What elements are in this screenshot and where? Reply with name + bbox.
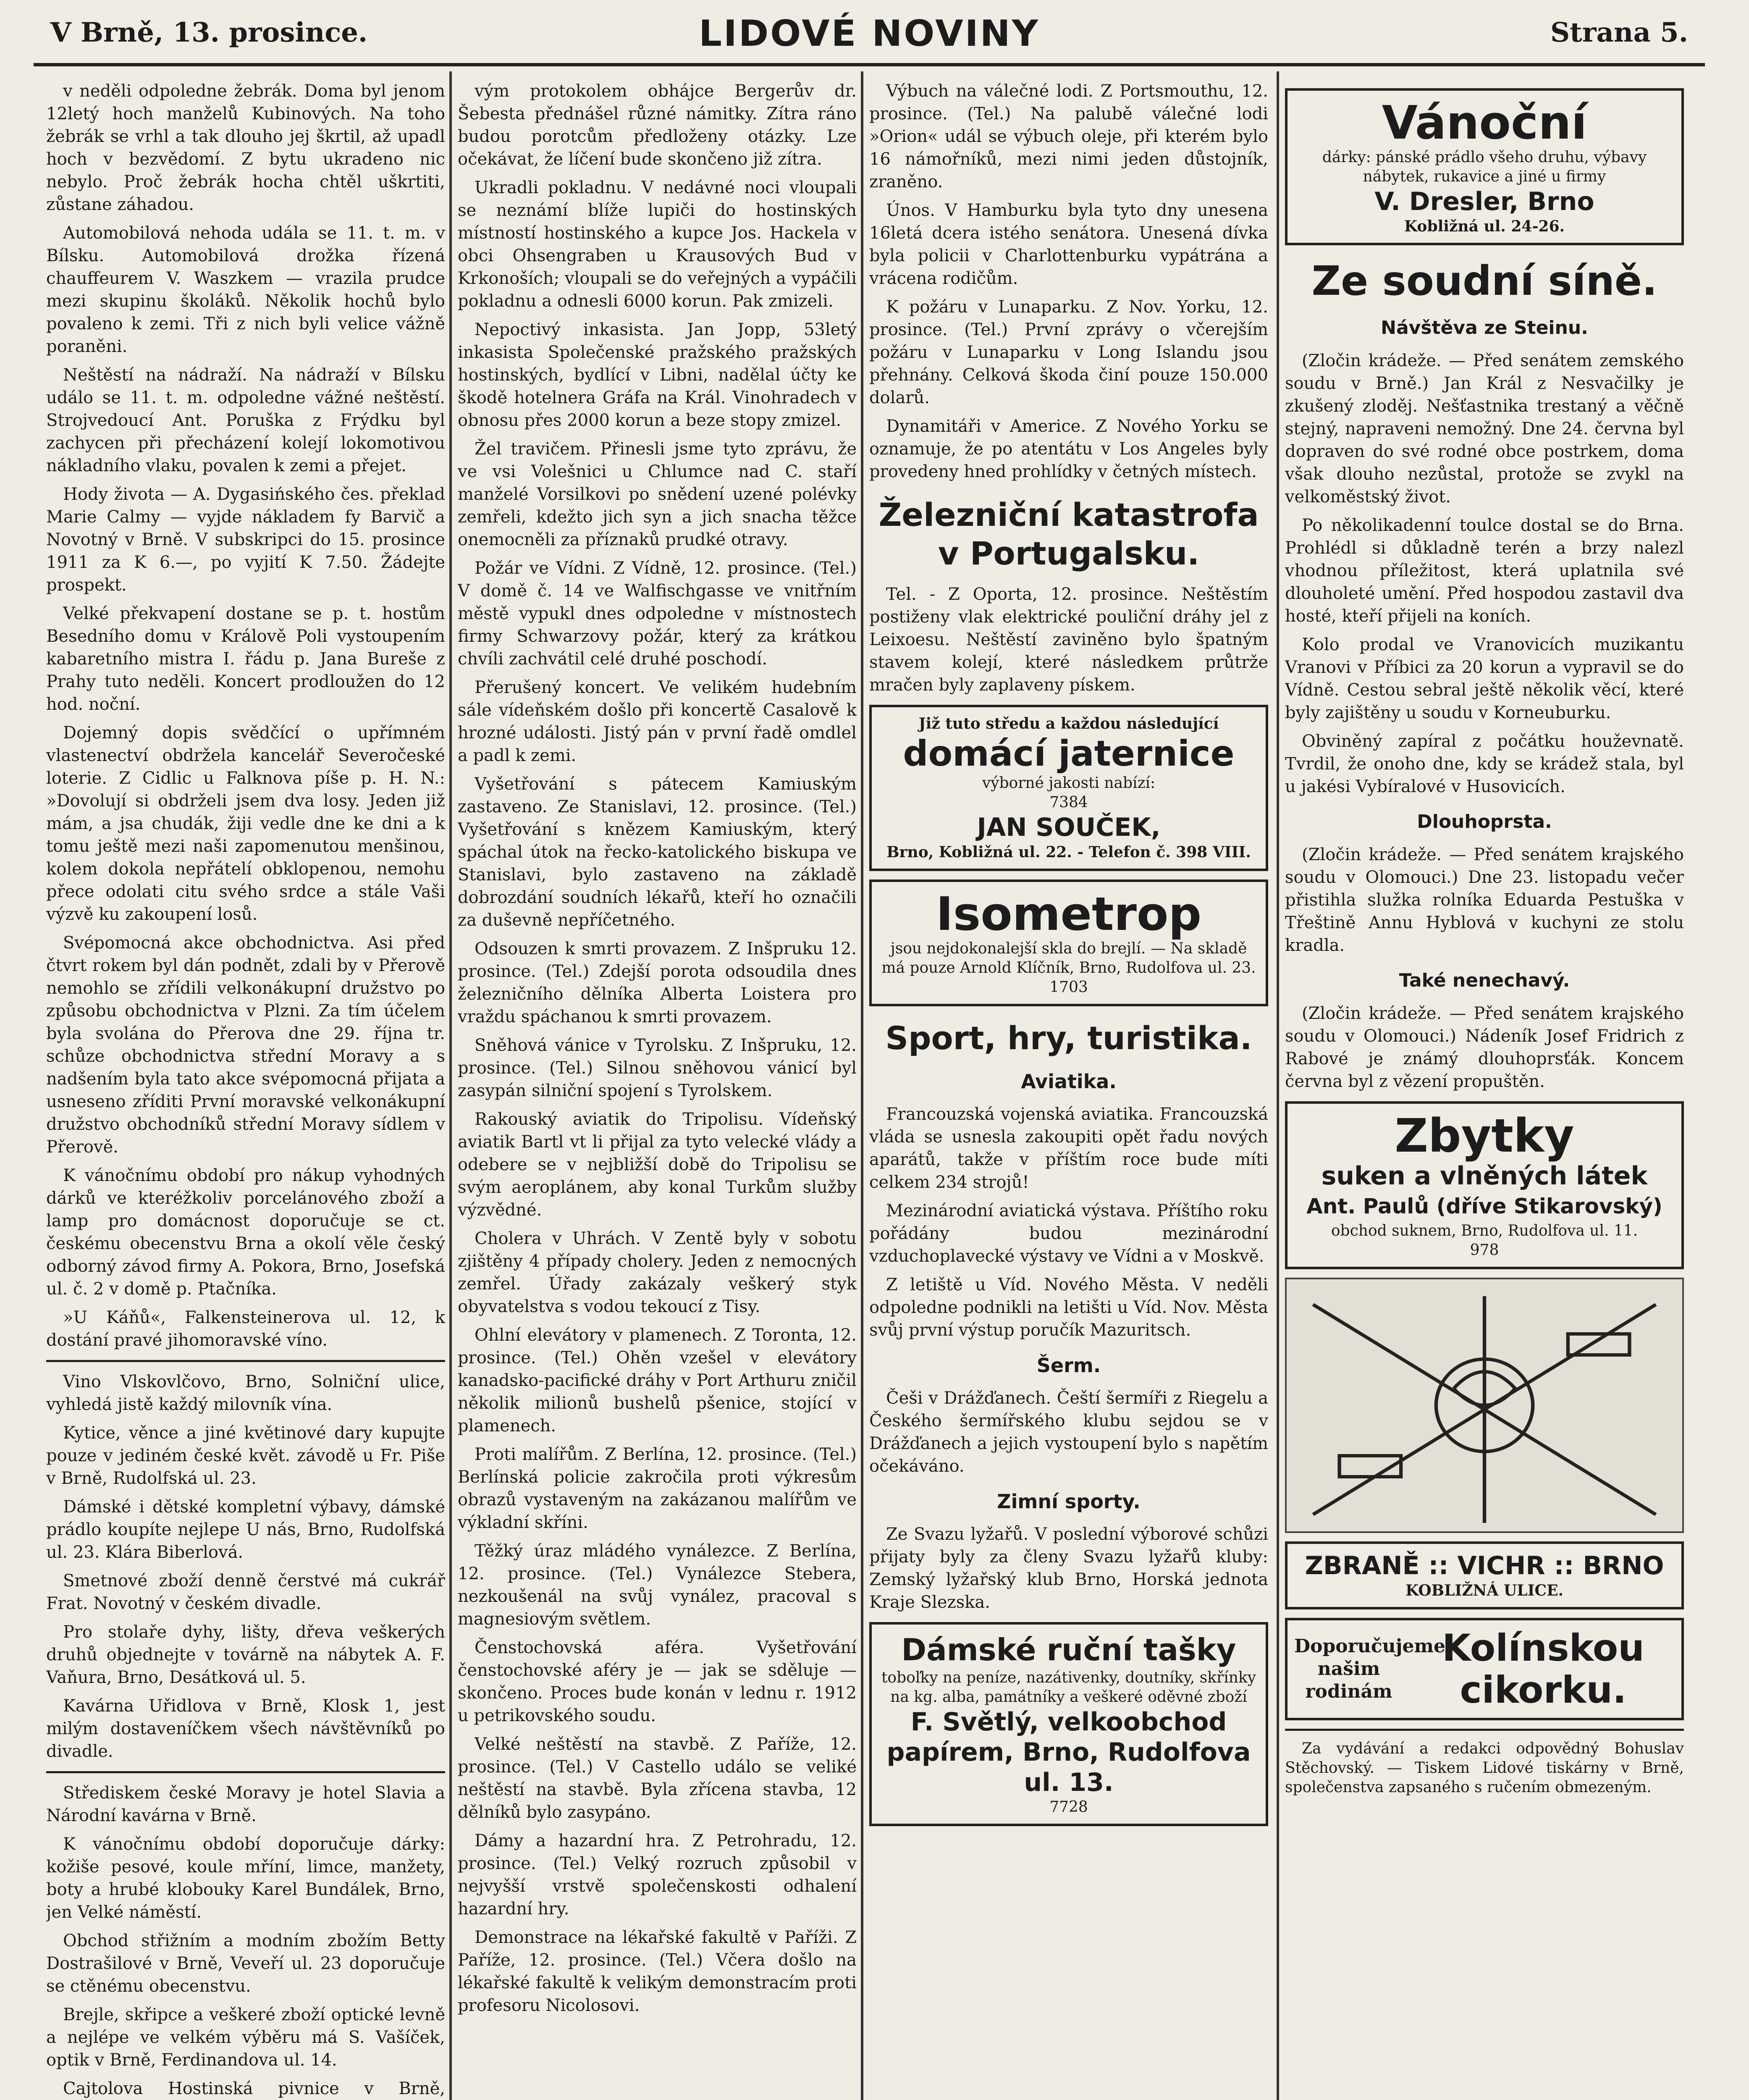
ad-firm: V. Dresler, Brno xyxy=(1374,187,1594,216)
article: Velké překvapení dostane se p. t. hostům Besedního domu v Králově Poli vystoupením kabaretního mistra I. řádu p. Jana Bureše z Prahy tuto neděli. Koncert prodloužen do 12 hod. noční. xyxy=(46,604,445,714)
issue-date: V Brně, 13. prosince. xyxy=(50,17,368,48)
classified-ad: Pro stolaře dyhy, lišty, dřeva veškerých druhů objednejte v továrně na nábytek A. F. Vaňura, Brno, Desátková ul. 5. xyxy=(46,1622,445,1687)
section-heading-court: Ze soudní síně. xyxy=(1311,257,1657,304)
masthead xyxy=(34,0,1705,66)
article: Čenstochovská aféra. Vyšetřování čenstochovské aféry je — jak se sděluje — skončeno. Proces bude konán v lednu r. 1912 u petrikovského soudu. xyxy=(458,1638,857,1725)
article: Svépomocná akce obchodnictva. Asi před čtvrt rokem byl dán podnět, zdali by v Přerově nemohlo se zřídili velkonákupní družstvo po způsobu obchodnictva v Plzni. Za tím účelem byla svolána do Přerova dne 29. října tr. schůze obchodnictva střední Moravy a s nadšením byla tato akce svépomocná přijata a usneseno zříditi První moravské velkonákupní družstvo obchodníků střední Moravy sídlem v Přerově. xyxy=(46,933,445,1157)
ad-code: 1703 xyxy=(1049,979,1088,996)
article: Ze Svazu lyžařů. V poslední výborové schůzi přijaty byly za členy Svazu lyžařů kluby: Zemský lyžařský klub Brno, Horská jednota Kraje Slezska. xyxy=(869,1525,1268,1612)
ad-headline: Isometrop xyxy=(936,887,1202,941)
divider xyxy=(46,1360,445,1362)
ad-headline: Vánoční xyxy=(1382,96,1587,150)
classified-ad: Dámské i dětské kompletní výbavy, dámské prádlo koupíte nejlepe U nás, Brno, Rudolfská ul. 23. Klára Biberlová. xyxy=(46,1497,445,1562)
column-3 xyxy=(869,80,1268,2100)
ad-firm: JAN SOUČEK, xyxy=(977,813,1161,842)
article: »U Káňů«, Falkensteinerova ul. 12, k dostání pravé jihomoravské víno. xyxy=(46,1308,445,1350)
column-divider xyxy=(861,71,863,2100)
article: Sněhová vánice v Tyrolsku. Z Inšpruku, 12. prosince. (Tel.) Silnou sněhovou vánicí byl zasypán silniční spojení s Tyrolskem. xyxy=(458,1036,857,1100)
article: Kolo prodal ve Vranovicích muzikantu Vranovi v Příbici za 20 korun a vypravil se do Vídně. Cestou sebral ještě několik věcí, které byly zajištěny u soudu v Korneuburku. xyxy=(1285,635,1684,722)
column-2 xyxy=(458,80,857,2100)
subheading: Šerm. xyxy=(1036,1354,1101,1377)
ad-address: Brno, Kobližná ul. 22. - Telefon č. 398 VIII. xyxy=(886,843,1251,861)
ad-tagline: Již tuto středu a každou následující xyxy=(918,715,1219,732)
article: v neděli odpoledne žebrák. Doma byl jenom 12letý hoch manželů Kubinových. Na toho žebrák se vrhl a tak dlouho jej škrtil, až upadl hoch v bezvědomí. Z bytu ukradeno nic nebylo. Proč žebrák hocha chtěl uškrtiti, zůstane záhadou. xyxy=(46,81,445,214)
article: Těžký úraz mládého vynálezce. Z Berlína, 12. prosince. (Tel.) Vynálezce Stebera, nezkoušenál na svůj vynález, pracoval s magnesiovým světlem. xyxy=(458,1541,857,1629)
ad-text: toboľky na peníze, nazátivenky, doutníky, skřínky na kg. alba, památníky a veškeré oděvné zboží xyxy=(881,1669,1256,1706)
article: Nepoctivý inkasista. Jan Jopp, 53letý inkasista Společenské pražského pražských hostinských, bydlící v Libni, nadělal účty ke škodě hotelnera Gráfa na Král. Vinohradech v obnosu přes 2000 korun a beze stopy zmizel. xyxy=(458,320,857,430)
ad-text: jsou nejdokonalejší skla do brejlí. — Na skladě má pouze Arnold Klíčník, Brno, Rudolfova ul. 23. xyxy=(881,940,1256,976)
article: Dynamitáři v Americe. Z Nového Yorku se oznamuje, že po atentátu v Los Angeles byly provedeny hned prohlídky v četných místech. xyxy=(869,417,1268,481)
article: Mezinárodní aviatická výstava. Příštího roku pořádány budou mezinárodní vzduchoplavecké výstavy ve Vídni a v Moskvě. xyxy=(869,1201,1268,1266)
subheading: Dlouhoprsta. xyxy=(1417,811,1552,832)
classified-ad: Obchod střižním a modním zbožím Betty Dostrašilové v Brně, Veveří ul. 23 doporučuje se ctěnému obecenstvu. xyxy=(46,1931,445,1996)
ad-address: KOBLIŽNÁ ULICE. xyxy=(1405,1582,1564,1599)
article: Dámy a hazardní hra. Z Petrohradu, 12. prosince. (Tel.) Velký rozruch způsobil v nejvyšší vrstvě společenskosti odhalení hazardní hry. xyxy=(458,1831,857,1919)
article: Cholera v Uhrách. V Zentě byly v sobotu zjištěny 4 případy cholery. Jeden z nemocných zemřel. Úřady zakázaly veškerý styk obyvatelstva s vodou tekoucí z Tisy. xyxy=(458,1229,857,1316)
column-divider xyxy=(449,71,452,2100)
article: Únos. V Hamburku byla tyto dny unesena 16letá dcera istého senátora. Unesená dívka byla policii v Charlottenburku vypátrána a vrácena rodičům. xyxy=(869,201,1268,288)
article: Vyšetřování s pátecem Kamiuským zastaveno. Ze Stanislavi, 12. prosince. (Tel.) Vyšetřování s knězem Kamiuským, který spáchal útok na řecko-katolického biskupa ve Stanislavi, bylo zastaveno na základě dobrozdání soudních lékařů, kteří ho označili za duševně nepříčetného. xyxy=(458,774,857,930)
ad-headline: Kolínskou cikorku. xyxy=(1442,1626,1644,1712)
section-heading-sport: Sport, hry, turistika. xyxy=(885,1019,1252,1057)
article: Výbuch na válečné lodi. Z Portsmouthu, 12. prosince. (Tel.) Na palubě válečné lodi »Orion« udál se výbuch oleje, při kterém bylo 16 námořníků, mezi nimi jeden důstojník, zraněno. xyxy=(869,81,1268,192)
column-divider xyxy=(1277,71,1279,2100)
article: K vánočnímu období pro nákup vyhodných dárků ve kteréžkoliv porcelánového zboží a lamp pro domácnost doporučuje se ct. českému obecenstvu Brna a okolí věle český odborný závod firmy A. Pokora, Brno, Josefská ul. č. 2 v domě p. Ptačníka. xyxy=(46,1166,445,1299)
zbytky-ad xyxy=(1285,1101,1684,1269)
weapons-illustration xyxy=(1285,1278,1684,1533)
headline-railway: Železniční katastrofa v Portugalsku. xyxy=(878,496,1259,572)
article: Demonstrace na lékařské fakultě v Paříži. Z Paříže, 12. prosince. (Tel.) Včera došlo na lékařské fakultě k velikým demonstracím proti profesoru Nicolosovi. xyxy=(458,1928,857,2015)
divider xyxy=(1285,1729,1684,1731)
ad-firm: F. Světlý, velkoobchod papírem, Brno, Rudolfova ul. 13. xyxy=(886,1707,1251,1797)
ad-tagline: Doporučujeme našim rodinám xyxy=(1294,1635,1446,1702)
article: Ukradli pokladnu. V nedávné noci vloupali se neznámí blíže lupiči do hostinských místností hostinského a kupce Jos. Hackela v obci Ohsengraben u Krausových Bud v Krkonoších; vloupali se do veřejných a vypáčili pokladnu a odnesli 6000 korun. Pak zmizeli. xyxy=(458,178,857,311)
subheading: Zimní sporty. xyxy=(997,1490,1141,1513)
subheading: Také nenechavý. xyxy=(1399,970,1570,991)
classified-ad: Střediskem české Moravy je hotel Slavia a Národní kavárna v Brně. xyxy=(46,1783,445,1825)
ad-address: obchod suknem, Brno, Rudolfova ul. 11. xyxy=(1331,1222,1638,1239)
article: Obviněný zapíral z počátku houževnatě. Tvrdil, že onoho dne, kdy se krádež stala, byl u jakési Vybíralové v Husovicích. xyxy=(1285,732,1684,796)
article: Automobilová nehoda udála se 11. t. m. v Bílsku. Automobilová drožka řízená chauffeurem V. Waszkem — vrazila prudce mezi skupinu školáků. Několik hochů bylo povaleno k zemi. Tři z nich byli velice vážně poraněni. xyxy=(46,223,445,356)
column-1 xyxy=(46,80,445,2100)
subheading: Návštěva ze Steinu. xyxy=(1381,317,1588,339)
article: Hody života — A. Dygasińského čes. překlad Marie Calmy — vyjde nákladem fy Barvič a Novotný v Brně. V subskripci do 15. prosince 1911 za K 6.—, po vyjití K 7.50. Žádejte prospekt. xyxy=(46,485,445,595)
zbrane-ad xyxy=(1285,1541,1684,1609)
subheading: Aviatika. xyxy=(1021,1070,1117,1093)
weapons-drawing xyxy=(1287,1279,1682,1531)
ad-address: Kobližná ul. 24-26. xyxy=(1404,218,1565,235)
article: K požáru v Lunaparku. Z Nov. Yorku, 12. prosince. (Tel.) První zprávy o včerejším požáru v Lunaparku v Long Islandu jsou přehnány. Celková škoda činí pouze 150.000 dolarů. xyxy=(869,297,1268,407)
article: Z letiště u Víd. Nového Města. V neděli odpoledne podnikli na letišti u Víd. Nov. Města svůj první výstup poručík Mazuritsch. xyxy=(869,1275,1268,1340)
ad-subline: výborné jakosti nabízí: xyxy=(982,774,1156,792)
classified-ad: Cajtolova Hostinská pivnice v Brně, xyxy=(63,2079,445,2098)
ad-firm: Ant. Paulů (dříve Stikarovský) xyxy=(1306,1194,1662,1218)
jaternice-ad xyxy=(869,705,1268,871)
article: Rakouský aviatik do Tripolisu. Vídeňský aviatik Bartl vt li přijal za tyto velecké vlády a odebere se v nejbližší době do Tripolisu se svým aeroplánem, aby konal Turkům služby výzvědné. xyxy=(458,1110,857,1220)
ad-headline: ZBRANĚ :: VICHR :: BRNO xyxy=(1305,1551,1664,1580)
article: Žel travičem. Přinesli jsme tyto zprávu, že ve vsi Volešnici u Chlumce nad C. staří manželé Vorsilkovi po snědení uzené polévky zemřeli, kdežto jich syn a jich snacha těžce onemocněli za příznaků prudké otravy. xyxy=(458,439,857,549)
ad-subheadline: suken a vlněných látek xyxy=(1321,1161,1648,1191)
classified-ad: Smetnové zboží denně čerstvé má cukrář Frat. Novotný v českém divadle. xyxy=(46,1571,445,1613)
article: Dojemný dopis svědčící o upřímném vlastenectví obdržela kancelář Severočeské loterie. Z Cidlic u Falknova píše p. H. N.: »Dovolují si obdrželi jsem dva losy. Jeden již mám, a jsa chudák, žiji vedle dne ke dni a k tomu ještě mezi naši zapomenutou menšinou, kolem dokola nepřátelí obklopenou, nemohu přece odolati citu svého srdce a stále Vaši výzvě ku zakoupení losů. xyxy=(46,723,445,924)
article: vým protokolem obhájce Bergerův dr. Šebesta přednášel různé námitky. Zítra ráno budou porotcům předloženy otázky. Lze očekávat, že líčení bude skončeno již zítra. xyxy=(458,81,857,169)
ad-code: 978 xyxy=(1470,1242,1499,1259)
article: Francouzská vojenská aviatika. Francouzská vláda se usnesla zakoupiti opět řadu nových aparátů, takže v příštím roce bude míti celkem 234 strojů! xyxy=(869,1105,1268,1192)
ad-text: dárky: pánské prádlo všeho druhu, výbavy nábytek, rukavice a jiné u firmy xyxy=(1322,149,1647,185)
page-number: Strana 5. xyxy=(1550,17,1688,48)
article: Češi v Drážďanech. Čeští šermíři z Riegelu a Českého šermířského klubu sejdou se v Drážďanech a jejich vystoupení bylo s napětím očekáváno. xyxy=(869,1389,1268,1476)
ad-code: 7728 xyxy=(1049,1798,1088,1816)
classified-ad: Kytice, věnce a jiné květinové dary kupujte pouze v jediném české květ. závodě u Fr. Piše v Brně, Rudolfská ul. 23. xyxy=(46,1423,445,1488)
divider xyxy=(46,1771,445,1773)
isometrop-ad xyxy=(869,879,1268,1006)
article: (Zločin krádeže. — Před senátem krajského soudu v Olomouci.) Nádeník Josef Fridrich z Rabové je známý dlouhoprsťák. Koncem června byl z vězení propuštěn. xyxy=(1285,1004,1684,1091)
ad-headline: Zbytky xyxy=(1395,1109,1574,1163)
article: (Zločin krádeže. — Před senátem zemského soudu v Brně.) Jan Král z Nesvačilky je zkušený zloděj. Nešťastnika trestaný a věčně stejný, napraveni nemožný. Dne 24. června byl dopraven do své rodné obce postrkem, doma však dlouho nezůstal, protože se zvykl na velkoměstský život. xyxy=(1285,351,1684,507)
imprint: Za vydávání a redakci odpovědný Bohuslav Stěchovský. — Tiskem Lidové tiskárny v Brně, společenstva zapsaného s ručením obmezeným. xyxy=(1285,1740,1684,1796)
classified-ad: Vino Vlskovlčovo, Brno, Solniční ulice, vyhledá jistě každý milovník vína. xyxy=(46,1372,445,1414)
vanocni-ad xyxy=(1285,88,1684,245)
article: Přerušený koncert. Ve velikém hudebním sále vídeňském došlo při koncertě Casalově k hrozné události. Jistý pán v první řadě omdlel a padl k zemi. xyxy=(458,678,857,765)
article: Neštěstí na nádraží. Na nádraží v Bílsku událo se 11. t. m. odpoledne vážné neštěstí. Strojvedoucí Ant. Poruška z Frýdku byl zachycen při přecházení kolejí lokomotivou nákladního vlaku, povalen k zemi a přejet. xyxy=(46,365,445,475)
svetly-ad xyxy=(869,1622,1268,1826)
ad-headline: domácí jaternice xyxy=(903,733,1235,774)
cikorka-ad xyxy=(1285,1618,1684,1720)
article: Velké neštěstí na stavbě. Z Paříže, 12. prosince. (Tel.) V Castello událo se veliké neštěstí na stavbě. Byla zřícena stavba, 12 dělníků bylo zasypáno. xyxy=(458,1735,857,1822)
ad-headline: Dámské ruční tašky xyxy=(901,1632,1236,1667)
classified-ad: Brejle, skřipce a veškeré zboží optické levně a nejlépe ve velkém výběru má S. Vašíček, optik v Brně, Ferdinandova ul. 14. xyxy=(46,2005,445,2070)
ad-code: 7384 xyxy=(1049,794,1088,811)
article: Odsouzen k smrti provazem. Z Inšpruku 12. prosince. (Tel.) Zdejší porota odsoudila dnes železničního dělníka Alberta Loistera pro vraždu spáchanou k smrti provazem. xyxy=(458,939,857,1026)
article: Požár ve Vídni. Z Vídně, 12. prosince. (Tel.) V domě č. 14 ve Walfischgasse ve vnitřním městě vypukl dnes odpoledne v místnostech firmy Schwarzovy požár, který za krátkou chvíli zachvátil celé druhé poschodí. xyxy=(458,559,857,669)
article: Ohlní elevátory v plamenech. Z Toronta, 12. prosince. (Tel.) Ohěn vzešel v elevátory kanadsko-pacifické dráhy v Port Arthuru zničil několik milionů bushelů pšenice, stojící v plamenech. xyxy=(458,1326,857,1436)
article: Proti malířům. Z Berlína, 12. prosince. (Tel.) Berlínská policie zakročila proti výkresům obrazů vystaveným na zakázanou malířům ve výkladní skříni. xyxy=(458,1445,857,1532)
article: (Zločin krádeže. — Před senátem krajského soudu v Olomouci.) Dne 23. listopadu večer přistihla služka rolníka Eduarda Pestuška v Třeštině Annu Hyblová v kuchyni ze stolu kradla. xyxy=(1285,845,1684,955)
article: Tel. - Z Oporta, 12. prosince. Neštěstím postiženy vlak elektrické pouliční dráhy jel z Leixoesu. Neštěstí zaviněno bylo špatným stavem kolejí, které následkem průtrže mračen byly zaplaveny pískem. xyxy=(869,585,1268,695)
newspaper-title: LIDOVÉ NOVINY xyxy=(699,13,1040,55)
classified-ad: K vánočnímu období doporučuje dárky: kožiše pesové, koule mříní, limce, manžety, boty a hrubé klobouky Karel Bundálek, Brno, jen Velké náměstí. xyxy=(46,1835,445,1922)
column-4 xyxy=(1285,80,1684,2100)
classified-ad: Kavárna Uřidlova v Brně, Klosk 1, jest milým dostaveníčkem všech návštěvníků po divadle. xyxy=(46,1696,445,1761)
article: Po několikadenní toulce dostal se do Brna. Prohlédl si důkladně terén a brzy nalezl vhodnou příležitost, která uplatnila své dlouholeté umění. Před hospodou zastavil dva hosté, kteří přijeli na koních. xyxy=(1285,516,1684,626)
